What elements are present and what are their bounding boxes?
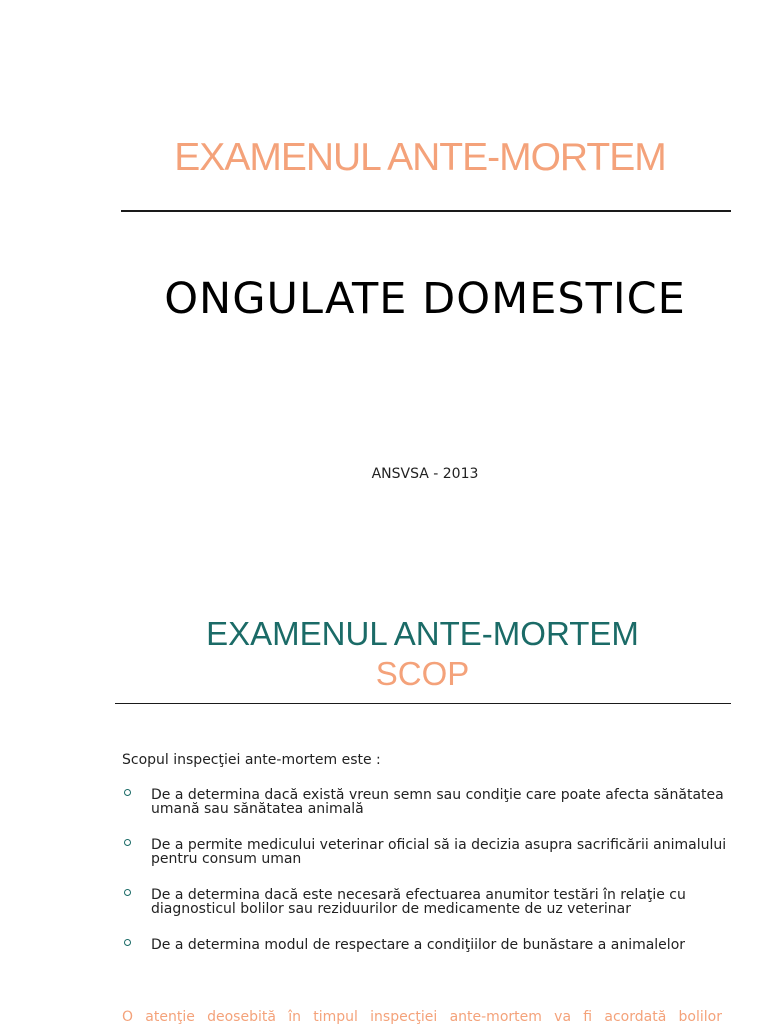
slide-2-title-scop: SCOP bbox=[375, 655, 470, 692]
circle-outline-icon bbox=[124, 889, 131, 896]
circle-outline-icon bbox=[124, 789, 131, 796]
circle-outline-icon bbox=[124, 939, 131, 946]
list-item-text: De a determina modul de respectare a condiţiilor de bunăstare a animalelor bbox=[151, 937, 686, 953]
circle-outline-icon bbox=[124, 839, 131, 846]
attention-note: O atenţie deosebită în timpul inspecţiei ante-mortem va fi acordată bolilor bbox=[122, 1009, 722, 1024]
list-item bbox=[122, 888, 732, 916]
list-item bbox=[122, 938, 732, 952]
slide-1-subtitle: ONGULATE DOMESTICE bbox=[164, 274, 686, 324]
list-item-text: De a determina dacă este necesară efectuarea anumitor testări în relaţie cu diagnosticul bolilor sau reziduurilor de medicamente de uz veterinar bbox=[151, 887, 686, 917]
slide-1-credit: ANSVSA - 2013 bbox=[371, 466, 479, 482]
section-divider bbox=[115, 703, 731, 704]
list-item-text: De a determina dacă există vreun semn sau condiţie care poate afecta sănătatea umană sau sănătatea animală bbox=[151, 787, 724, 817]
title-divider bbox=[121, 210, 731, 212]
list-item bbox=[122, 788, 732, 816]
purpose-list bbox=[122, 788, 732, 952]
slide-1-title: EXAMENUL ANTE-MORTEM bbox=[174, 136, 666, 179]
list-item bbox=[122, 838, 732, 866]
list-item-text: De a permite medicului veterinar oficial să ia decizia asupra sacrificării animalului pentru consum uman bbox=[151, 837, 727, 867]
slide-2-title: EXAMENUL ANTE-MORTEM bbox=[206, 615, 639, 652]
intro-text: Scopul inspecţiei ante-mortem este : bbox=[122, 752, 381, 768]
